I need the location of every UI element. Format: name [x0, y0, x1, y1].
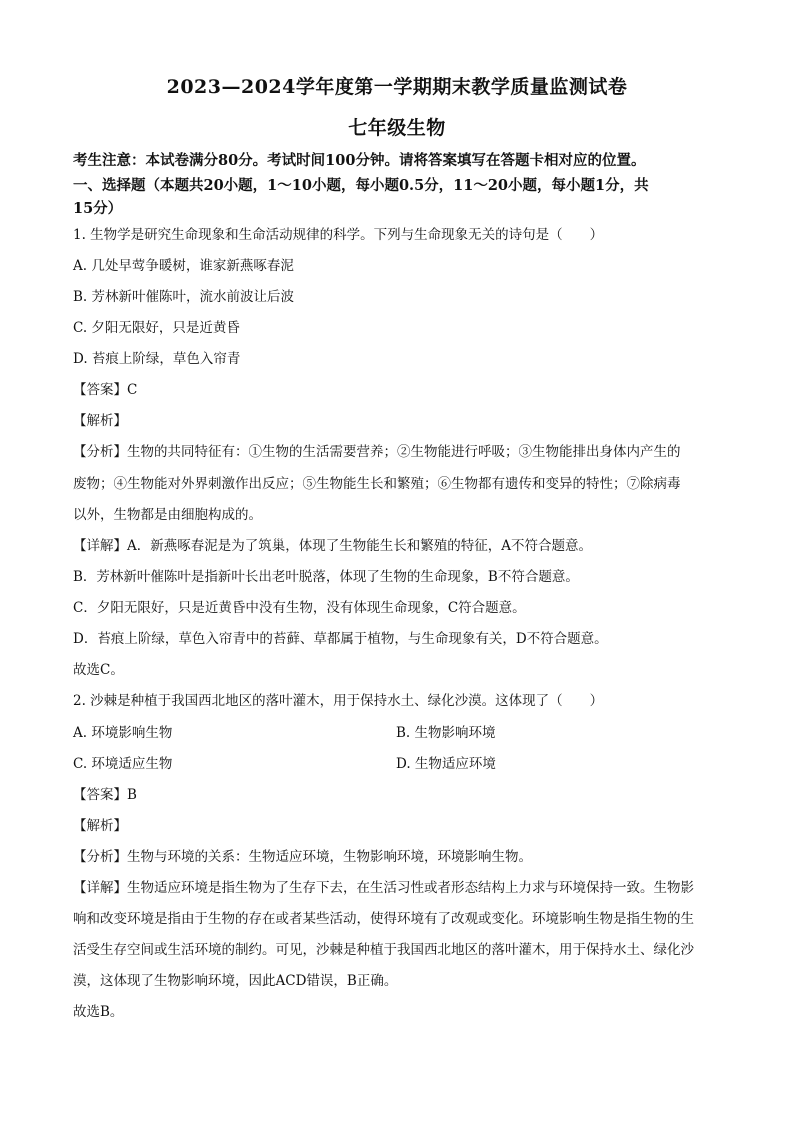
q2-answer: 【答案】B — [73, 787, 137, 803]
exam-subtitle: 七年级生物 — [348, 117, 446, 139]
q2-option-d: D. 生物适应环境 — [396, 756, 496, 772]
exam-title: 2023—2024学年度第一学期期末教学质量监测试卷 — [166, 76, 628, 98]
section-heading-line-2: 15分） — [73, 200, 123, 217]
exam-notice: 考生注意：本试卷满分80分。考试时间100分钟。请将答案填写在答题卡相对应的位置。 — [73, 152, 646, 169]
q1-xiangjie-line-1: 【详解】A．新燕啄春泥是为了筑巢，体现了生物能生长和繁殖的特征，A不符合题意。 — [73, 538, 592, 554]
q2-conclusion: 故选B。 — [73, 1004, 124, 1020]
q1-xiangjie-line-4: D．苔痕上阶绿，草色入帘青中的苔藓、草都属于植物，与生命现象有关，D不符合题意。 — [73, 631, 608, 647]
q1-fenxi-line-3: 以外，生物都是由细胞构成的。 — [73, 507, 262, 523]
q1-conclusion: 故选C。 — [73, 662, 124, 678]
q1-option-d: D. 苔痕上阶绿，草色入帘青 — [73, 351, 241, 367]
q1-stem: 1. 生物学是研究生命现象和生命活动规律的科学。下列与生命现象无关的诗句是（ ） — [73, 227, 604, 243]
q2-option-b: B. 生物影响环境 — [396, 725, 496, 741]
q1-fenxi-line-1: 【分析】生物的共同特征有：①生物的生活需要营养；②生物能进行呼吸；③生物能排出身体内产生的 — [73, 444, 681, 460]
q2-analysis-label: 【解析】 — [73, 818, 127, 834]
q1-xiangjie-line-2: B．芳林新叶催陈叶是指新叶长出老叶脱落，体现了生物的生命现象，B不符合题意。 — [73, 569, 579, 585]
section-heading-line-1: 一、选择题（本题共20小题，1～10小题，每小题0.5分，11～20小题，每小题1分，共 — [73, 177, 649, 194]
q1-fenxi-line-2: 废物；④生物能对外界刺激作出反应；⑤生物能生长和繁殖；⑥生物都有遗传和变异的特性；⑦除病毒 — [73, 476, 681, 492]
q2-option-a: A. 环境影响生物 — [73, 725, 173, 741]
q1-analysis-label: 【解析】 — [73, 413, 127, 429]
q2-xiangjie-line-2: 响和改变环境是指由于生物的存在或者某些活动，使得环境有了改观或变化。环境影响生物是指生物的生 — [73, 911, 694, 927]
q2-stem: 2. 沙棘是种植于我国西北地区的落叶灌木，用于保持水土、绿化沙漠。这体现了（ ） — [73, 693, 604, 709]
q1-option-a: A. 几处早莺争暖树，谁家新燕啄春泥 — [73, 258, 294, 274]
q1-xiangjie-line-3: C．夕阳无限好，只是近黄昏中没有生物，没有体现生命现象，C符合题意。 — [73, 600, 526, 616]
q2-fenxi: 【分析】生物与环境的关系：生物适应环境，生物影响环境，环境影响生物。 — [73, 849, 532, 865]
q1-option-c: C. 夕阳无限好，只是近黄昏 — [73, 320, 240, 336]
q1-answer: 【答案】C — [73, 382, 138, 398]
q2-xiangjie-line-1: 【详解】生物适应环境是指生物为了生存下去，在生活习性或者形态结构上力求与环境保持一致。生物影 — [73, 880, 694, 896]
q2-xiangjie-line-3: 活受生存空间或生活环境的制约。可见，沙棘是种植于我国西北地区的落叶灌木，用于保持水土、绿化沙 — [73, 942, 694, 958]
q1-option-b: B. 芳林新叶催陈叶，流水前波让后波 — [73, 289, 295, 305]
q2-xiangjie-line-4: 漠，这体现了生物影响环境，因此ACD错误，B正确。 — [73, 973, 398, 989]
q2-option-c: C. 环境适应生物 — [73, 756, 173, 772]
